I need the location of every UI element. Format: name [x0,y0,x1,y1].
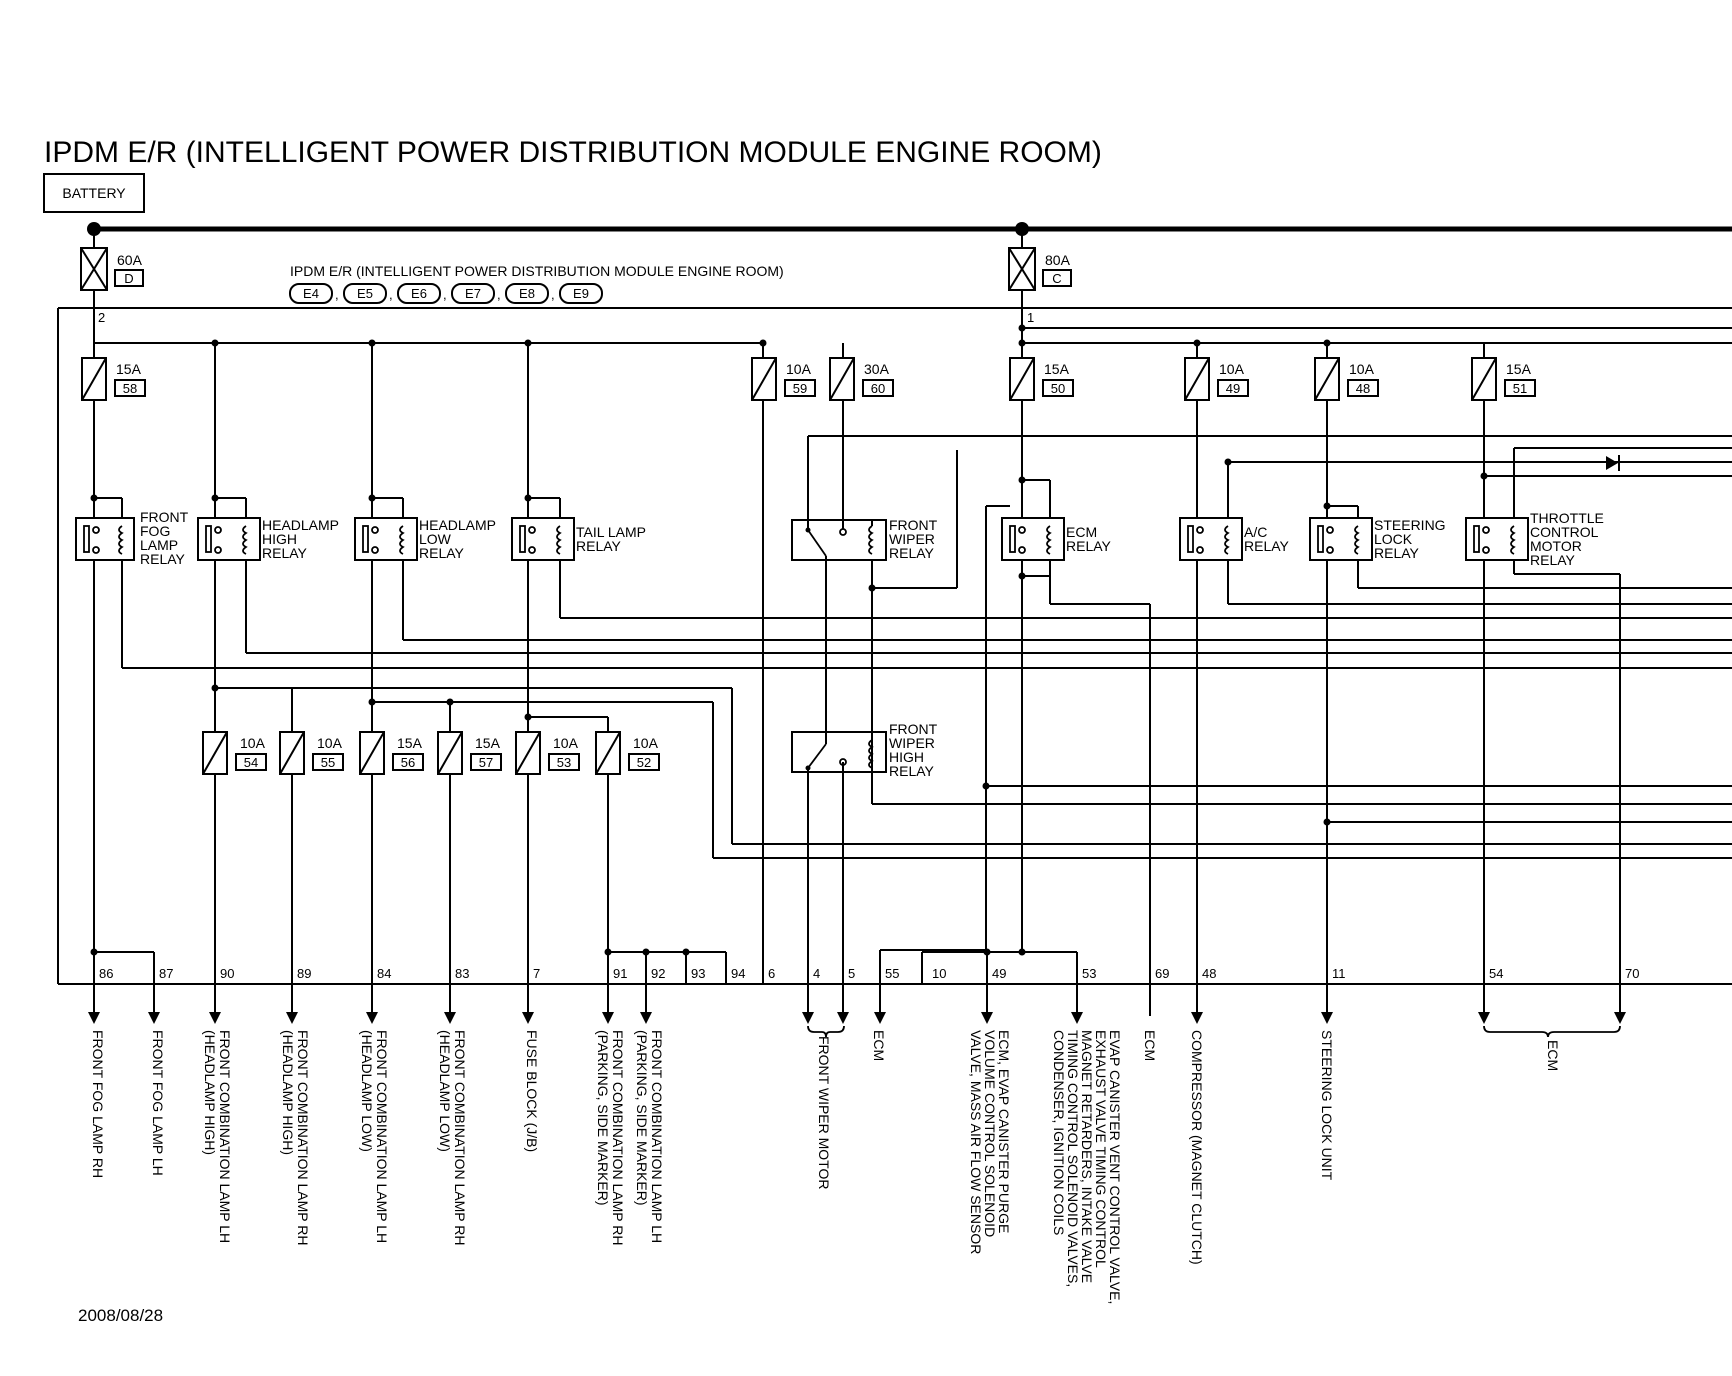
terminal-87: 87 [159,966,174,981]
connector-e6: E6 [411,286,427,301]
dest-ecm-evap-1: ECM, EVAP CANISTER PURGE [996,1030,1012,1234]
steering-lock-relay [1310,517,1446,561]
fuse-48-rating: 10A [1349,361,1374,377]
fuse-58-number: 58 [122,381,138,396]
svg-text:,: , [389,287,393,302]
fuse-50 [1010,358,1073,400]
steering-lock-relay-line-1: STEERING [1374,517,1446,533]
ecm-relay [1002,518,1112,560]
terminal-54: 54 [1489,966,1504,981]
throttle-control-motor-relay [1466,510,1604,568]
terminal-55: 55 [885,966,900,981]
front-wiper-high-relay [792,721,938,779]
front-fog-lamp-relay-line-1: FRONT [140,509,189,525]
diode-icon [1606,456,1618,470]
dest-front-fog-lamp-lh: FRONT FOG LAMP LH [150,1030,166,1176]
fuse-50-rating: 15A [1044,361,1069,377]
fuse-57 [438,732,501,774]
front-fog-lamp-relay-line-3: LAMP [140,537,179,553]
terminal-numbers [99,966,1639,981]
dest-evap-vent-1: EVAP CANISTER VENT CONTROL VALVE, [1107,1030,1123,1305]
fuse-50-number: 50 [1050,381,1066,396]
front-wiper-high-relay-line-4: RELAY [889,763,934,779]
fuse-55-number: 55 [320,755,336,770]
dest-head-low-lh-1: FRONT COMBINATION LAMP LH [374,1030,390,1244]
fuse-51-rating: 15A [1506,361,1531,377]
terminal-69: 69 [1155,966,1170,981]
fuse-51 [1472,358,1535,400]
fusible-link-c-rating: 80A [1045,252,1070,268]
fuse-52-number: 52 [636,755,652,770]
dest-ecm-54-70: ECM [1545,1040,1561,1072]
fuse-54-number: 54 [243,755,259,770]
svg-text:,: , [497,287,501,302]
dest-compressor: COMPRESSOR (MAGNET CLUTCH) [1189,1030,1205,1265]
dest-parking-lh-1: FRONT COMBINATION LAMP LH [649,1030,665,1244]
terminal-4: 4 [813,966,821,981]
terminal-93: 93 [691,966,706,981]
ac-relay [1180,518,1290,560]
fuse-52-rating: 10A [633,735,658,751]
front-fog-lamp-relay [76,509,189,567]
terminal-53: 53 [1082,966,1097,981]
steering-lock-relay-line-2: LOCK [1374,531,1413,547]
dest-ecm-69: ECM [1142,1030,1158,1062]
dest-evap-vent-5: CONDENSER, IGNITION COILS [1051,1030,1067,1236]
ecm-relay-line-1: ECM [1066,524,1098,540]
terminal-7: 7 [533,966,541,981]
dest-parking-rh-1: FRONT COMBINATION LAMP RH [610,1030,626,1246]
fuse-52 [596,732,659,774]
terminal-84: 84 [377,966,392,981]
fuse-51-number: 51 [1512,381,1528,396]
headlamp-low-relay [355,517,496,561]
battery-label: BATTERY [62,185,126,201]
fusible-link-c-terminal: 1 [1027,310,1035,325]
fuse-48 [1315,358,1378,400]
fuse-60 [830,358,893,400]
dest-head-high-lh-1: FRONT COMBINATION LAMP LH [217,1030,233,1244]
tail-lamp-relay-line-1: TAIL LAMP [576,524,647,540]
battery [44,174,144,212]
svg-text:,: , [443,287,447,302]
dest-head-low-rh-1: FRONT COMBINATION LAMP RH [452,1030,468,1246]
dest-front-fog-lamp-rh: FRONT FOG LAMP RH [90,1030,106,1179]
headlamp-low-relay-line-1: HEADLAMP [419,517,497,533]
headlamp-low-relay-line-2: LOW [419,531,451,547]
fusible-link-c-id: C [1052,271,1062,286]
terminal-89: 89 [297,966,312,981]
headlamp-low-relay-line-3: RELAY [419,545,464,561]
fuse-59 [752,358,815,400]
front-wiper-relay [792,517,938,561]
ac-relay-line-1: A/C [1244,524,1268,540]
terminal-10: 10 [932,966,947,981]
front-wiper-relay-line-2: WIPER [889,531,935,547]
fuse-57-rating: 15A [475,735,500,751]
front-wiper-relay-line-3: RELAY [889,545,934,561]
connector-e5: E5 [357,286,373,301]
fuse-59-rating: 10A [786,361,811,377]
dest-fuse-block: FUSE BLOCK (J/B) [524,1030,540,1153]
terminal-5: 5 [848,966,856,981]
fuse-53 [516,732,579,774]
front-wiper-high-relay-line-2: WIPER [889,735,935,751]
connector-e8: E8 [519,286,535,301]
ac-relay-line-2: RELAY [1244,538,1289,554]
headlamp-high-relay-line-2: HIGH [262,531,297,547]
fuse-53-number: 53 [556,755,572,770]
fuse-55-rating: 10A [317,735,342,751]
headlamp-high-relay-line-1: HEADLAMP [262,517,340,533]
fuse-55 [280,732,343,774]
dest-parking-rh-2: (PARKING, SIDE MARKER) [595,1030,611,1206]
fuse-49-number: 49 [1225,381,1241,396]
terminal-48: 48 [1202,966,1217,981]
fuse-56-number: 56 [400,755,416,770]
ecm-relay-line-2: RELAY [1066,538,1111,554]
front-wiper-relay-line-1: FRONT [889,517,938,533]
terminal-90: 90 [220,966,235,981]
fuse-54 [203,732,266,774]
dest-head-high-rh-1: FRONT COMBINATION LAMP RH [295,1030,311,1246]
svg-text:,: , [335,287,339,302]
steering-lock-relay-line-3: RELAY [1374,545,1419,561]
fusible-link-d-terminal: 2 [98,310,106,325]
tail-lamp-relay [512,518,646,560]
module-label: IPDM E/R (INTELLIGENT POWER DISTRIBUTION MODULE ENGINE ROOM) [290,263,784,279]
terminal-86: 86 [99,966,114,981]
dest-head-high-rh-2: (HEADLAMP HIGH) [280,1030,296,1155]
connector-list [290,284,602,303]
front-fog-lamp-relay-line-2: FOG [140,523,171,539]
dest-evap-vent-3: MAGNET RETARDERS, INTAKE VALVE [1079,1030,1095,1284]
terminal-6: 6 [768,966,776,981]
front-wiper-high-relay-line-3: HIGH [889,749,924,765]
terminal-70: 70 [1625,966,1640,981]
terminal-83: 83 [455,966,470,981]
fuse-60-number: 60 [870,381,886,396]
fuse-59-number: 59 [792,381,808,396]
front-wiper-high-relay-line-1: FRONT [889,721,938,737]
fuse-58 [82,358,145,400]
dest-parking-lh-2: (PARKING, SIDE MARKER) [634,1030,650,1206]
fusible-link-d [81,229,143,325]
fuse-57-number: 57 [478,755,494,770]
dest-ecm-evap-3: VALVE, MASS AIR FLOW SENSOR [968,1030,984,1255]
throttle-control-motor-relay-line-1: THROTTLE [1530,510,1604,526]
fuse-56 [360,732,423,774]
dest-head-low-lh-2: (HEADLAMP LOW) [359,1030,375,1152]
dest-head-high-lh-2: (HEADLAMP HIGH) [202,1030,218,1155]
throttle-control-motor-relay-line-3: MOTOR [1530,538,1582,554]
date-stamp: 2008/08/28 [78,1306,164,1325]
dest-evap-vent-4: TIMING CONTROL SOLENOID VALVES, [1065,1030,1081,1288]
fusible-link-d-rating: 60A [117,252,142,268]
fuse-60-rating: 30A [864,361,889,377]
fuse-49-rating: 10A [1219,361,1244,377]
connector-e7: E7 [465,286,481,301]
connector-e9: E9 [573,286,589,301]
tail-lamp-relay-line-2: RELAY [576,538,621,554]
fuse-53-rating: 10A [553,735,578,751]
throttle-control-motor-relay-line-4: RELAY [1530,552,1575,568]
throttle-control-motor-relay-line-2: CONTROL [1530,524,1599,540]
fuse-54-rating: 10A [240,735,265,751]
arrow-heads [88,1012,1626,1024]
page-title: IPDM E/R (INTELLIGENT POWER DISTRIBUTION MODULE ENGINE ROOM) [44,136,1102,169]
dest-ecm-55: ECM [871,1030,887,1062]
terminal-49: 49 [992,966,1007,981]
fuse-48-number: 48 [1355,381,1371,396]
dest-ecm-evap-2: VOLUME CONTROL SOLENOID [982,1030,998,1238]
dest-head-low-rh-2: (HEADLAMP LOW) [437,1030,453,1152]
terminal-94: 94 [731,966,746,981]
connector-e4: E4 [303,286,319,301]
terminal-91: 91 [613,966,628,981]
fusible-link-d-id: D [124,271,134,286]
dest-evap-vent-2: EXHAUST VALVE TIMING CONTROL [1093,1030,1109,1268]
terminal-11: 11 [1332,966,1346,981]
fuse-49 [1185,358,1248,400]
fuse-56-rating: 15A [397,735,422,751]
terminal-92: 92 [651,966,666,981]
destination-labels [90,1030,1561,1304]
front-fog-lamp-relay-line-4: RELAY [140,551,185,567]
headlamp-high-relay-line-3: RELAY [262,545,307,561]
fuse-58-rating: 15A [116,361,141,377]
svg-text:,: , [551,287,555,302]
dest-front-wiper-motor: FRONT WIPER MOTOR [816,1036,832,1190]
dest-steering-lock-unit: STEERING LOCK UNIT [1319,1030,1335,1181]
fusible-link-c [1009,229,1071,325]
headlamp-high-relay [198,517,339,561]
